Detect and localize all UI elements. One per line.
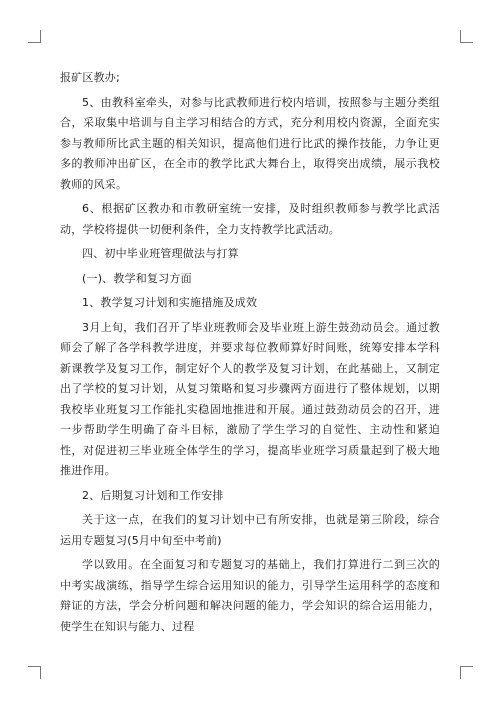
- crop-mark-bottom-left: [28, 666, 41, 679]
- document-body: [60, 68, 440, 641]
- paragraph: 5、由教科室牵头，对参与比武教师进行校内培训，按照参与主题分类组合，采取集中培训与自主学习相结合的方式，充分利用校内资源，全面充实参与教师所比武主题的相关知识，提高他们进行比武的操作技能，力争让更多的教师冲出矿区，在全市的教学比武大舞台上，取得突出成绩，展示我校教师的风采。: [60, 95, 440, 191]
- crop-mark-bottom-right: [460, 666, 473, 679]
- crop-mark-top-right: [460, 30, 473, 43]
- paragraph: 关于这一点，在我们的复习计划中已有所安排，也就是第三阶段，综合运用专题复习(5月中旬至中考前): [60, 513, 440, 547]
- paragraph: 6、根据矿区教办和市教研室统一安排，及时组织教师参与教学比武活动，学校将提供一切便利条件，全力支持教学比武活动。: [60, 202, 440, 236]
- item-heading: 2、后期复习计划和工作安排: [82, 488, 224, 502]
- subsection-heading: (一)、教学和复习方面: [82, 271, 192, 285]
- item-heading: 1、教学复习计划和实施措施及成效: [82, 296, 258, 309]
- paragraph: 报矿区教办;: [60, 71, 120, 84]
- crop-mark-top-left: [28, 30, 41, 43]
- paragraph: 学以致用。在全面复习和专题复习的基础上，我们打算进行二到三次的中考实战演练，指导学生综合运用知识的能力，引导学生运用科学的态度和辩证的方法，学会分析问题和解决问题的能力，学会知识的综合运用能力，使学生在知识与能力、过程: [60, 558, 440, 633]
- section-heading: 四、初中毕业班管理做法与打算: [82, 247, 239, 260]
- paragraph: 3月上旬，我们召开了毕业班教师会及毕业班上游生鼓劲动员会。通过教师会了解了各学科教学进度，并要求每位教师算好时间账，统筹安排本学科新课教学及复习工作，制定好个人的教学及复习计划，在此基础上，又制定出了学校的复习计划，从复习策略和复习步骤两方面进行了整体规划，以期我校毕业班复习工作能扎实稳固地推进和开展。通过鼓劲动员会的召开，进一步帮助学生明确了奋斗目标，激励了学生学习的自觉性、主动性和紧迫性，对促进初三毕业班全体学生的学习，提高毕业班学习质量起到了极大地推进作用。: [60, 320, 440, 477]
